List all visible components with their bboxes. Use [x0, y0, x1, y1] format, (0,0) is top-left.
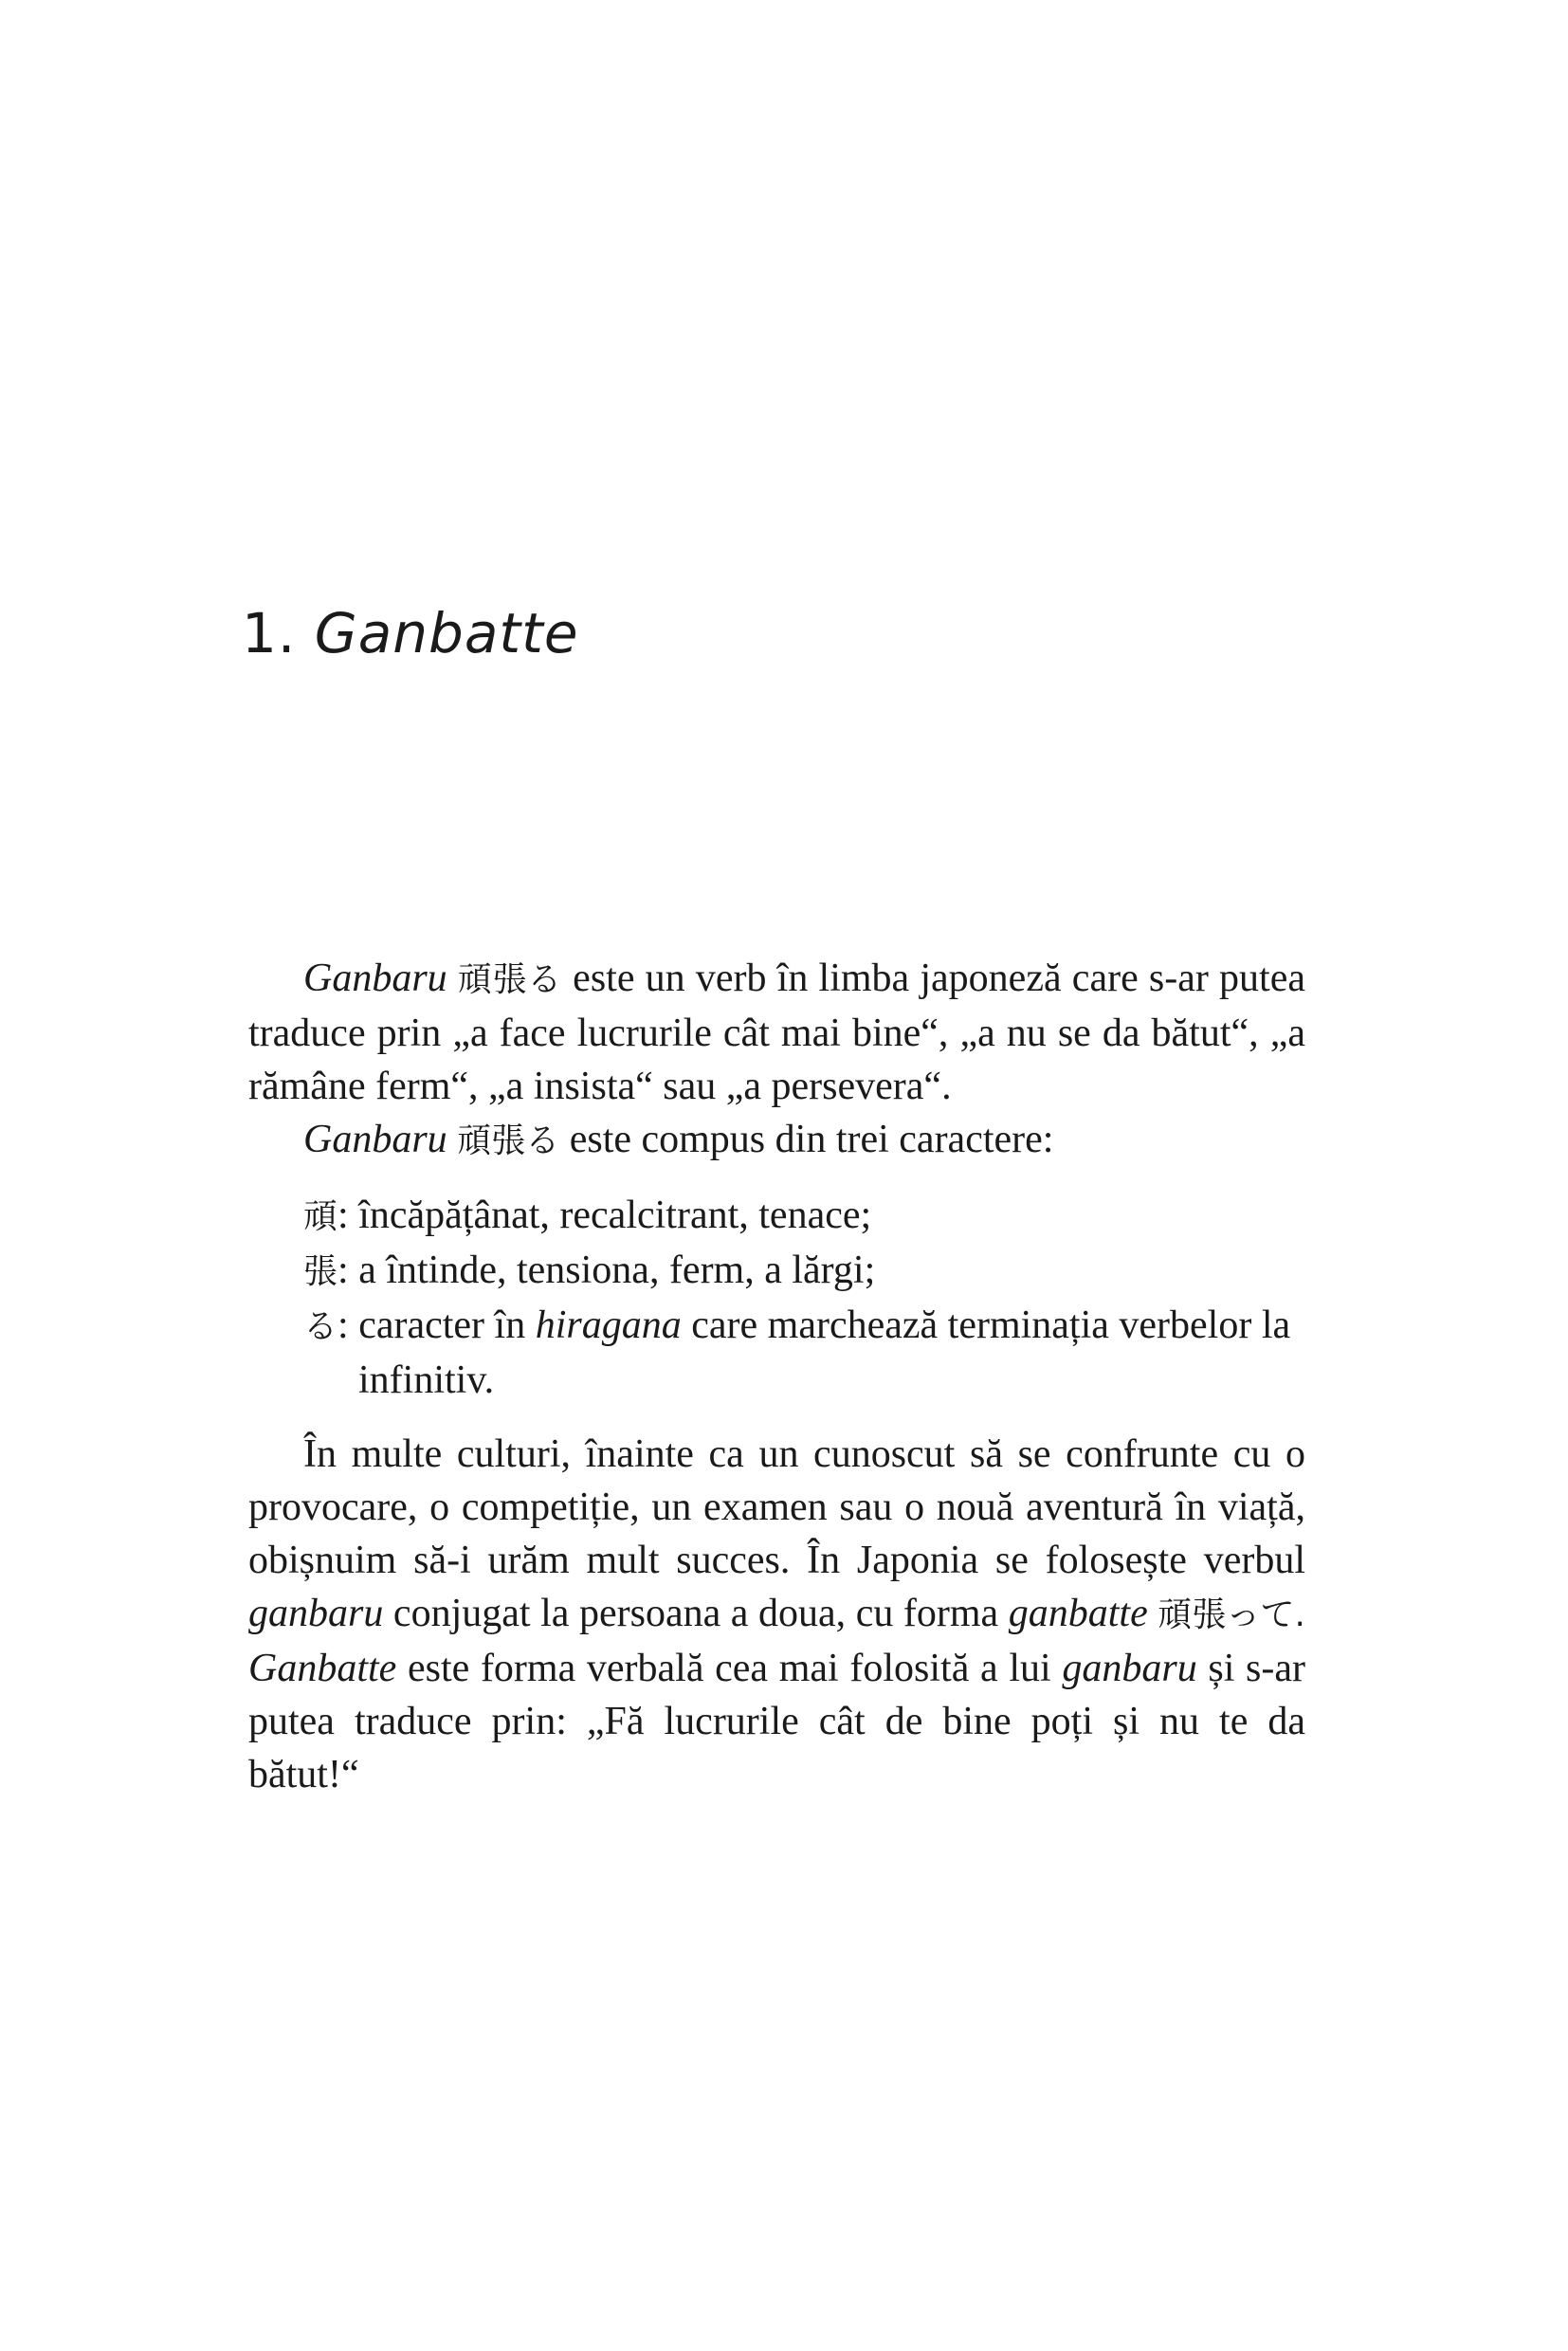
- chapter-title-text: Ganbatte: [314, 601, 579, 665]
- term-ganbaru-3: ganbaru: [248, 1592, 384, 1635]
- composition-text: este compus din trei caractere:: [569, 1118, 1054, 1161]
- list-item: [303, 1299, 1305, 1407]
- chapter-body: [248, 952, 1305, 1801]
- character-glyph: 頑: [303, 1197, 338, 1236]
- list-item: [303, 1244, 1305, 1299]
- character-meaning: încăpățânat, recalcitrant, tenace;: [358, 1194, 872, 1237]
- term-ganbaru-4: ganbaru: [1062, 1647, 1197, 1690]
- kanji-ganbaru: 頑張る: [457, 960, 562, 999]
- separator: :: [337, 1248, 349, 1292]
- main-text-2: conjugat la persoana a doua, cu forma: [392, 1592, 999, 1635]
- kanji-ganbaru-2: 頑張る: [457, 1121, 560, 1160]
- intro-text: este un verb în limba japoneză care s-ar putea traduce prin „a face lucrurile cât mai bine“, „a nu se da bătut“, „a rămâne ferm“, „a insista“ sau „a persevera“.: [248, 957, 1306, 1108]
- main-text-1: În multe culturi, înainte ca un cunoscut să se confrunte cu o provocare, o competiție, un examen sau o nouă aventură în viață, obișnuim să-i urăm mult succes. În Japonia se folosește verbul: [248, 1432, 1305, 1582]
- character-meaning-pre: caracter în: [358, 1303, 526, 1347]
- separator: :: [337, 1194, 349, 1237]
- main-paragraph: [248, 1428, 1305, 1801]
- term-ganbaru: Ganbaru: [303, 957, 447, 1000]
- composition-paragraph: [248, 1113, 1305, 1168]
- list-item: [303, 1189, 1305, 1244]
- character-list: [303, 1189, 1305, 1407]
- intro-paragraph: [248, 952, 1305, 1113]
- character-meaning-post: care marchează terminația verbelor la infinitiv.: [358, 1303, 1291, 1402]
- main-text-3: este forma verbală cea mai folosită a lui: [407, 1647, 1051, 1690]
- chapter-number: 1.: [242, 601, 297, 665]
- chapter-title: [242, 601, 579, 665]
- kanji-ganbatte: 頑張って.: [1158, 1595, 1305, 1634]
- term-hiragana: hiragana: [535, 1303, 682, 1347]
- separator: :: [337, 1303, 349, 1347]
- character-glyph: る: [303, 1307, 338, 1346]
- character-glyph: 張: [303, 1252, 338, 1291]
- main-text-4: și s-ar putea traduce prin: „Fă lucrurile cât de bine poți și nu te da bătut!“: [248, 1647, 1306, 1796]
- term-ganbatte-2: Ganbatte: [248, 1647, 397, 1690]
- character-meaning: a întinde, tensiona, ferm, a lărgi;: [358, 1248, 876, 1292]
- term-ganbaru-2: Ganbaru: [303, 1118, 447, 1161]
- term-ganbatte: ganbatte: [1008, 1592, 1148, 1635]
